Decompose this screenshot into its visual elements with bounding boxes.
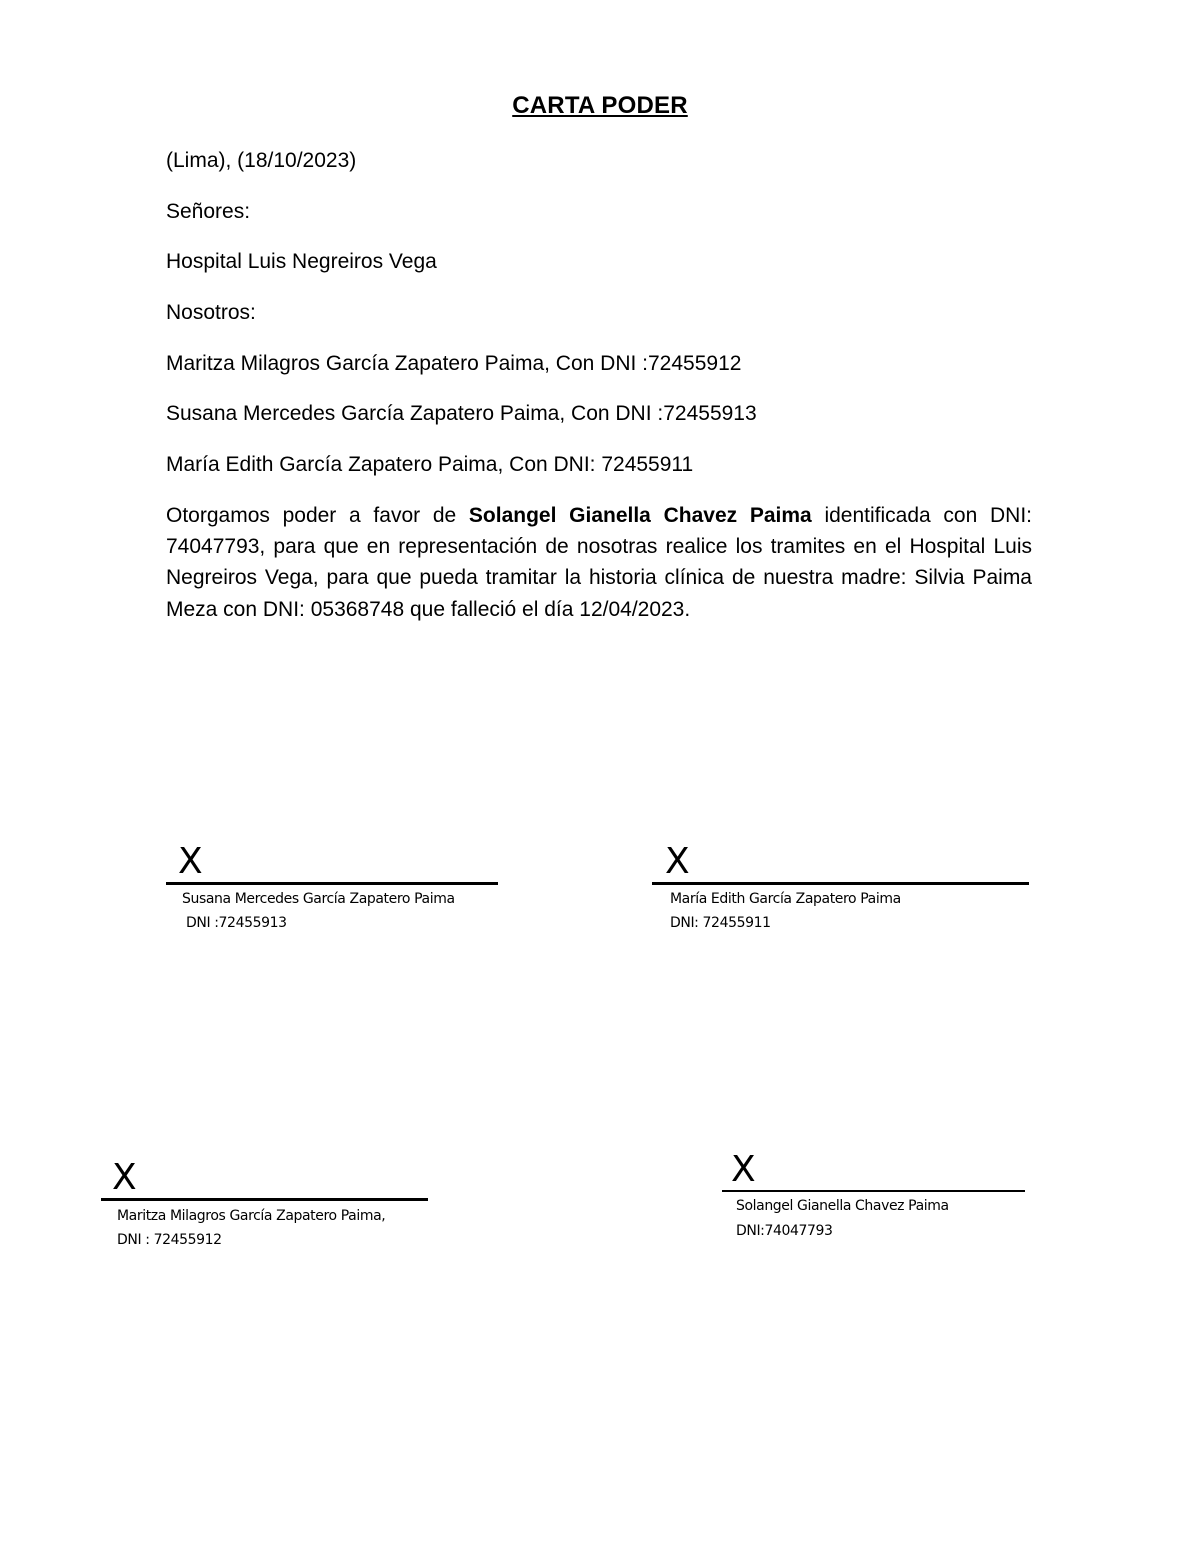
place-date: (Lima), (18/10/2023) <box>166 149 357 172</box>
paragraph-intro: Otorgamos poder a favor de <box>166 504 469 527</box>
signer-dni: DNI :72455913 <box>186 915 287 931</box>
authorization-paragraph <box>166 500 1032 625</box>
signature-mark: X <box>112 1157 137 1198</box>
we-label: Nosotros: <box>166 301 256 324</box>
signature-line <box>652 882 1029 885</box>
signer-dni: DNI: 72455911 <box>670 915 771 931</box>
signer-name: Solangel Gianella Chavez Paima <box>736 1198 949 1214</box>
signer-dni: DNI:74047793 <box>736 1223 833 1239</box>
salutation: Señores: <box>166 200 251 223</box>
signature-mark: X <box>178 841 203 882</box>
grantor-line-3: María Edith García Zapatero Paima, Con DNI: 72455911 <box>166 453 694 476</box>
signer-name: Maritza Milagros García Zapatero Paima, <box>117 1208 386 1224</box>
signature-mark: X <box>665 841 690 882</box>
paragraph-rest: identificada con DNI: 74047793, para que en representación de nosotras realice los tramites en el Hospital Luis Negreiros Vega, para que pueda tramitar la historia clínica de nuestra madre: Silvia Paima Meza con DNI: 05368748 que falleció el día 12/04/2023. <box>166 504 1032 621</box>
grantor-line-1: Maritza Milagros García Zapatero Paima, Con DNI :72455912 <box>166 352 742 375</box>
signature-mark: X <box>731 1149 756 1190</box>
grantor-line-2: Susana Mercedes García Zapatero Paima, Con DNI :72455913 <box>166 402 757 425</box>
signer-name: Susana Mercedes García Zapatero Paima <box>182 891 455 907</box>
signer-name: María Edith García Zapatero Paima <box>670 891 901 907</box>
signature-line <box>101 1198 428 1201</box>
signature-line <box>166 882 498 885</box>
signature-line <box>722 1190 1025 1192</box>
document-title: CARTA PODER <box>512 92 688 119</box>
signer-dni: DNI : 72455912 <box>117 1232 222 1248</box>
attorney-name: Solangel Gianella Chavez Paima <box>468 504 812 527</box>
recipient: Hospital Luis Negreiros Vega <box>166 250 437 273</box>
